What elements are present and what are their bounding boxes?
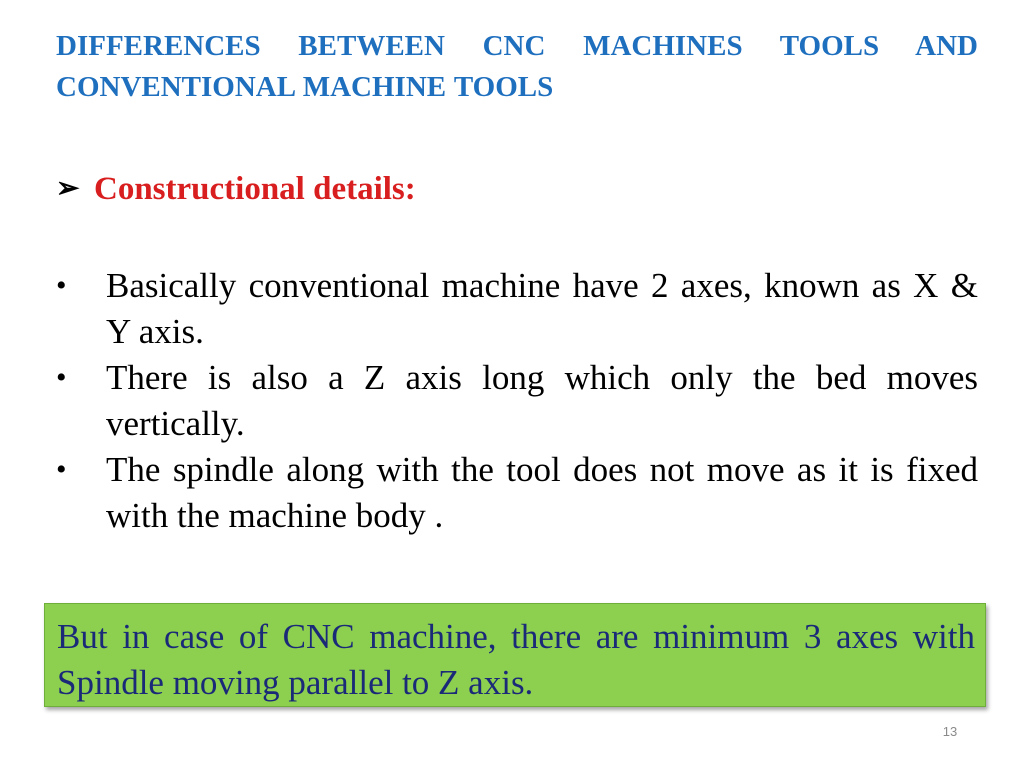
bullet-text: There is also a Z axis long which only the bed moves vertically. [106,358,978,443]
bullet-item [56,263,978,355]
bullet-item [56,447,978,539]
highlight-text: But in case of CNC machine, there are minimum 3 axes with Spindle moving parallel to Z axis. [57,617,975,702]
bullet-item [56,355,978,447]
bullet-dot-icon: • [56,453,67,486]
bullet-list [56,263,978,539]
highlight-box [44,603,986,707]
bullet-text: Basically conventional machine have 2 axes, known as X & Y axis. [106,266,978,351]
slide-title: DIFFERENCES BETWEEN CNC MACHINES TOOLS AND CONVENTIONAL MACHINE TOOLS [56,30,978,103]
bullet-text: The spindle along with the tool does not move as it is fixed with the machine body . [106,450,978,535]
bullet-dot-icon: • [56,361,67,394]
page-number: 13 [942,724,958,739]
section-heading-text: Constructional details: [94,171,416,207]
arrow-bullet-icon: ➢ [56,173,80,204]
bullet-dot-icon: • [56,269,67,302]
section-heading [56,166,416,212]
